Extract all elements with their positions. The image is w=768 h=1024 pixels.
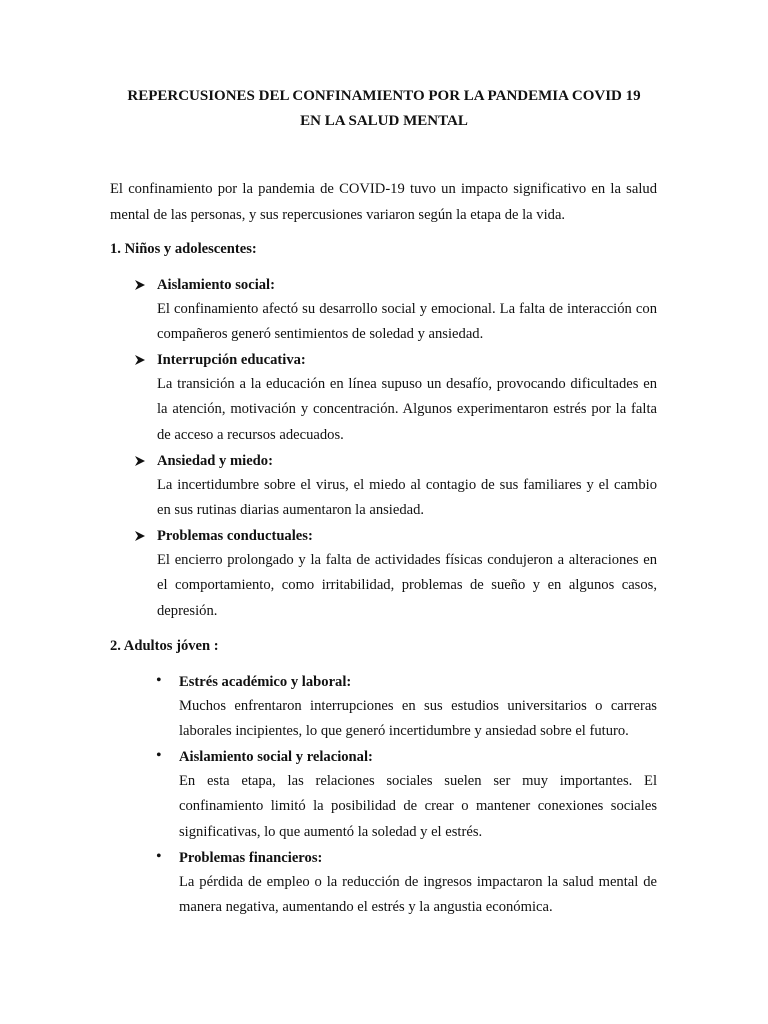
bullet-dot-icon: • — [156, 747, 162, 764]
item-title: Estrés académico y laboral: — [179, 674, 352, 690]
item-text: La transición a la educación en línea supuso un desafío, provocando dificultades en la atención, motivación y concentración. Algunos experimentaron estrés por la falta de acceso a recursos adecuados. — [157, 376, 657, 443]
section-heading: 2. Adultos jóven : — [110, 638, 219, 654]
item-text: La incertidumbre sobre el virus, el miedo al contagio de sus familiares y el cambio en sus rutinas diarias aumentaron la ansiedad. — [157, 477, 657, 519]
item-title: Ansiedad y miedo: — [157, 453, 273, 469]
bullet-dot-icon: • — [156, 672, 162, 689]
item-text: En esta etapa, las relaciones sociales suelen ser muy importantes. El confinamiento limitó la posibilidad de crear o mantener conexiones sociales significativas, lo que aumentó la soledad y el estrés. — [179, 773, 657, 840]
arrow-bullet-icon — [134, 350, 146, 370]
title-line-2: EN LA SALUD MENTAL — [300, 113, 468, 129]
arrow-bullet-icon — [134, 451, 146, 471]
section-heading: 1. Niños y adolescentes: — [110, 241, 257, 257]
arrow-bullet-icon — [134, 526, 146, 546]
item-title: Aislamiento social y relacional: — [179, 749, 373, 765]
item-title: Problemas conductuales: — [157, 528, 313, 544]
intro-paragraph: El confinamiento por la pandemia de COVID-19 tuvo un impacto significativo en la salud mental de las personas, y sus repercusiones variaron según la etapa de la vida. — [110, 181, 657, 223]
title-line-1: REPERCUSIONES DEL CONFINAMIENTO POR LA PANDEMIA COVID 19 — [127, 88, 641, 104]
document-title — [110, 84, 658, 134]
arrow-bullet-icon — [134, 275, 146, 295]
item-text: El encierro prolongado y la falta de actividades físicas condujeron a alteraciones en el comportamiento, como irritabilidad, problemas de sueño y en algunos casos, depresión. — [157, 552, 657, 619]
bullet-dot-icon: • — [156, 848, 162, 865]
item-text: El confinamiento afectó su desarrollo social y emocional. La falta de interacción con compañeros generó sentimientos de soledad y ansiedad. — [157, 301, 657, 343]
item-title: Interrupción educativa: — [157, 352, 306, 368]
item-title: Problemas financieros: — [179, 850, 323, 866]
item-text: La pérdida de empleo o la reducción de ingresos impactaron la salud mental de manera negativa, aumentando el estrés y la angustia económica. — [179, 874, 657, 916]
item-text: Muchos enfrentaron interrupciones en sus estudios universitarios o carreras laborales incipientes, lo que generó incertidumbre y ansiedad sobre el futuro. — [179, 698, 657, 740]
item-title: Aislamiento social: — [157, 277, 275, 293]
